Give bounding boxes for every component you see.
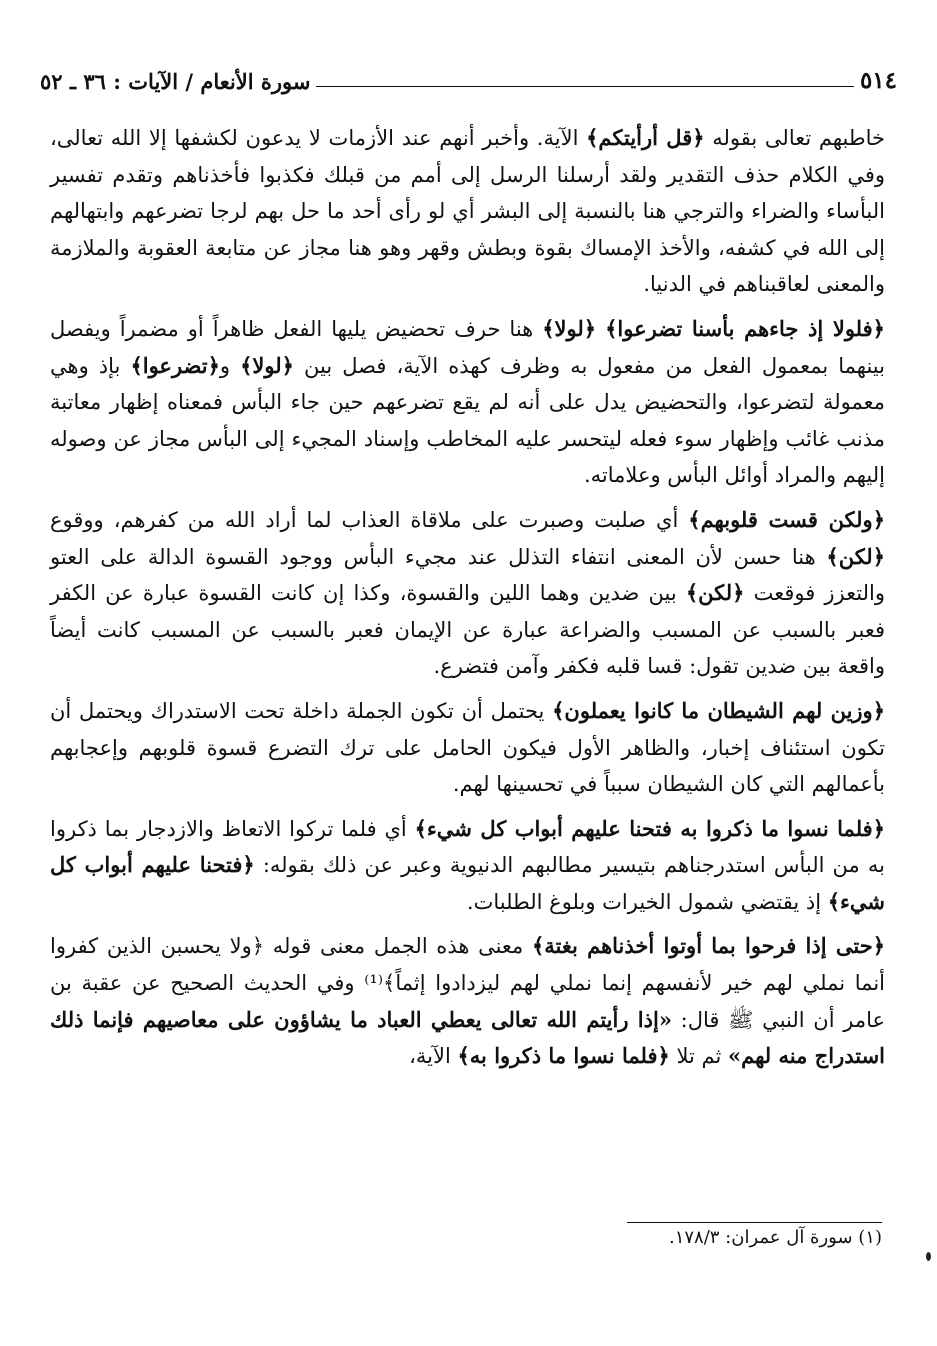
- text-segment: وفي الحديث الصحيح عن عقبة بن عامر أن النبي ﷺ قال:: [50, 971, 886, 1032]
- quran-quote: ﴿لكن﴾: [826, 543, 885, 569]
- quran-quote: ﴿تضرعوا﴾: [130, 352, 220, 378]
- text-segment: يحتمل أن تكون الجملة داخلة تحت الاستدراك ويحتمل أن تكون استئناف إخبار، والظاهر الأول فيكون الحامل على ترك التضرع قسوة قلوبهم وإعجابهم بأعمالهم التي كان الشيطان سبباً في تحسينها لهم.: [50, 698, 885, 797]
- text-segment: أي فلما تركوا الاتعاظ والازدجار بما ذكروا به من البأس استدرجناهم بتيسير مطالبهم الدنيوية وعبر عن ذلك بقوله:: [50, 816, 885, 878]
- quran-quote: ﴿حتى إذا فرحوا بما أوتوا أخذناهم بغتة﴾: [531, 933, 885, 959]
- quran-quote: ﴿ولا يحسبن الذين كفروا أنما نملي لهم خير لأنفسهم إنما نملي لهم ليزدادوا إثماً﴾: [50, 934, 885, 996]
- quran-quote: ﴿فتحنا عليهم أبواب كل شيء﴾: [50, 852, 885, 914]
- body-text: [50, 120, 885, 1083]
- text-segment: إذ يقتضي شمول الخيرات وبلوغ الطلبات.: [466, 889, 828, 914]
- quran-quote: ﴿لولا﴾: [542, 315, 597, 341]
- quran-quote: ﴿فلولا إذ جاءهم بأسنا تضرعوا﴾: [605, 315, 885, 341]
- text-segment: ثم تلا: [669, 1044, 729, 1069]
- page-number: ٥١٤: [859, 67, 897, 94]
- paragraph: [50, 811, 885, 921]
- text-segment: الآية. وأخبر أنهم عند الأزمات لا يدعون لكشفها إلا الله تعالى، وفي الكلام حذف التقدير ولقد أرسلنا الرسل إلى أمم من قبلك فكذبوا فأخذناهم وتقدم تفسير البأساء والضراء والترجي هنا بالنسبة إلى البشر أي لو رأى أحد ما حل بهم لرجا تضرعهم وابتهالهم إلى الله في كشفه، والأخذ الإمساك بقوة وبطش وقهر وهو هنا مجاز عن متابعة العقوبة والملازمة والمعنى لعاقبناهم في الدنيا.: [50, 126, 885, 297]
- quran-quote: ﴿قل أرأيتكم﴾: [586, 125, 705, 150]
- text-segment: بإذ وهي معمولة لتضرعوا، والتحضيض يدل على أنه لم يقع تضرعهم حين جاء البأس فمعناه إظهار معاتبة مذنب غائب وإظهار سوء فعله ليتحسر عليه المخاطب وإسناد المجيء إلى البأس مجاز عن وصوله إليهم والمراد أوائل البأس وعلاماته.: [50, 353, 885, 488]
- text-segment: الآية،: [409, 1044, 458, 1069]
- paragraph: [50, 502, 885, 685]
- footnote: (١) سورة آل عمران: ١٧٨/٣.: [668, 1227, 882, 1248]
- page-header: [40, 62, 897, 102]
- quran-quote: ﴿وزين لهم الشيطان ما كانوا يعملون﴾: [552, 697, 886, 723]
- text-segment: معنى هذه الجمل معنى قوله: [264, 934, 532, 959]
- footnote-rule: [627, 1222, 882, 1223]
- surah-title: سورة الأنعام / الآيات : ٣٦ ـ ٥٢: [40, 69, 311, 94]
- quran-quote: ﴿فلما نسوا ما ذكروا به﴾: [457, 1043, 670, 1069]
- scan-edge-mark: [926, 1252, 931, 1261]
- hadith-quote: «إذا رأيتم الله تعالى يعطي العباد ما يشاؤون على معاصيهم فإنما ذلك استدراج منه لهم»: [50, 1006, 885, 1069]
- header-rule: [316, 86, 853, 87]
- quran-quote: ﴿فلما نسوا ما ذكروا به فتحنا عليهم أبواب كل شيء﴾: [414, 815, 885, 841]
- paragraph: [50, 693, 885, 803]
- text-segment: و: [219, 353, 241, 378]
- text-segment: هنا حسن لأن المعنى انتفاء التذلل عند مجيء البأس ووجود القسوة الدالة على العتو والتعزز فوقعت: [50, 544, 885, 606]
- text-segment: أي صلبت وصبرت على ملاقاة العذاب لما أراد الله من كفرهم، ووقوع: [50, 507, 689, 532]
- text-segment: بين ضدين وهما اللين والقسوة، وكذا إن كانت القسوة عبارة عن الكفر فعبر بالسبب عن المسبب والضراعة عبارة عن الإيمان فعبر بالسبب عن المسبب كانت أيضاً واقعة بين ضدين تقول: قسا قلبه فكفر وآمن فتضرع.: [50, 581, 885, 679]
- quran-quote: ﴿ولكن قست قلوبهم﴾: [688, 506, 885, 532]
- paragraph: [50, 120, 885, 303]
- paragraph: [50, 311, 885, 494]
- text-segment: خاطبهم تعالى بقوله: [704, 126, 885, 150]
- text-segment: [596, 317, 605, 341]
- text-segment: هنا حرف تحضيض يليها الفعل ظاهراً أو مضمراً ويفصل بينهما بمعمول الفعل من مفعول به وظرف كهذه الآية، فصل بين: [50, 316, 885, 378]
- quran-quote: ﴿لكن﴾: [685, 580, 745, 606]
- quran-quote: ﴿لولا﴾: [240, 352, 294, 378]
- footnote-marker: ⁽¹⁾: [364, 971, 384, 996]
- paragraph: [50, 928, 885, 1074]
